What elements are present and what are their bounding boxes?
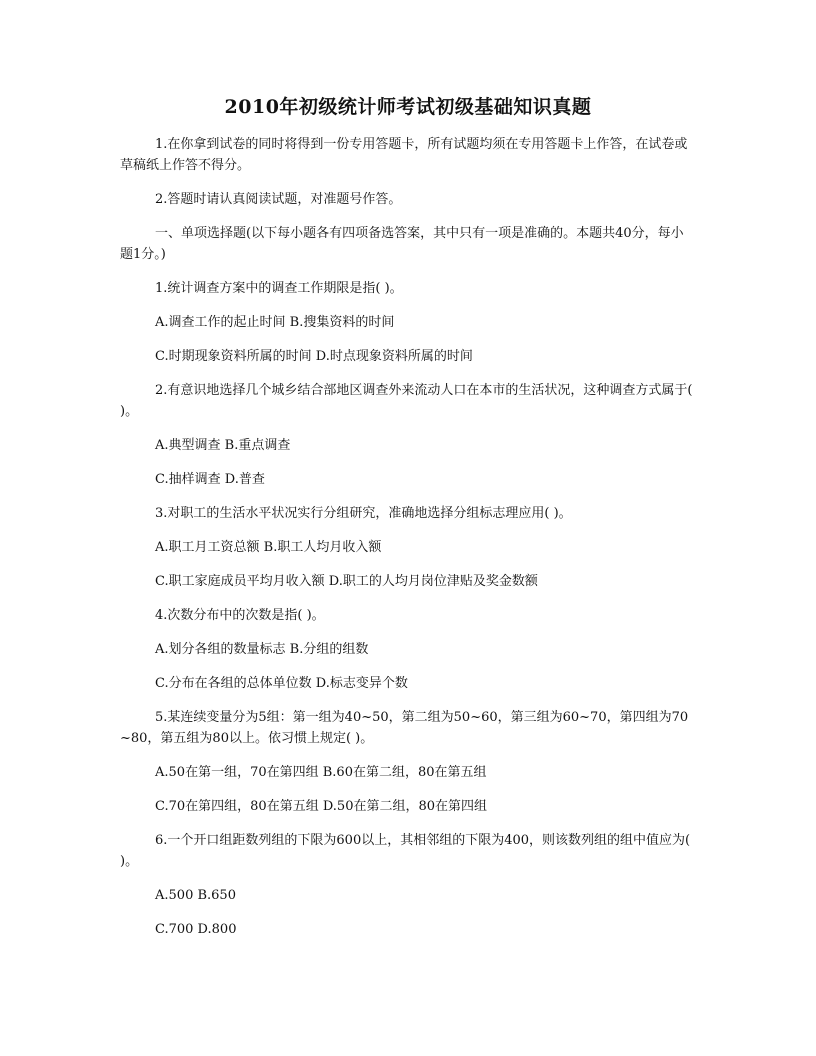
question-5-stem: 5.某连续变量分为5组：第一组为40~50，第二组为50~60，第三组为60~70，第四组为70~80，第五组为80以上。依习惯上规定( )。 (120, 710, 689, 746)
instruction-2: 2.答题时请认真阅读试题，对准题号作答。 (155, 192, 402, 207)
question-3-stem: 3.对职工的生活水平状况实行分组研究，准确地选择分组标志理应用( )。 (155, 506, 572, 521)
question-2-stem: 2.有意识地选择几个城乡结合部地区调查外来流动人口在本市的生活状况，这种调查方式属于( )。 (120, 383, 693, 419)
question-5-option-line-1: A.50在第一组，70在第四组 B.60在第二组，80在第五组 (155, 765, 487, 780)
question-2-option-line-1: A.典型调查 B.重点调查 (155, 438, 291, 453)
question-1-option-line-1: A.调查工作的起止时间 B.搜集资料的时间 (155, 315, 395, 330)
question-5-option-line-2: C.70在第四组，80在第五组 D.50在第二组，80在第四组 (155, 799, 488, 814)
question-3-option-line-2: C.职工家庭成员平均月收入额 D.职工的人均月岗位津贴及奖金数额 (155, 574, 538, 589)
question-1-option-line-2: C.时期现象资料所属的时间 D.时点现象资料所属的时间 (155, 349, 473, 364)
question-1-stem: 1.统计调查方案中的调查工作期限是指( )。 (155, 281, 403, 296)
question-2-option-line-2: C.抽样调查 D.普查 (155, 472, 265, 487)
instruction-1: 1.在你拿到试卷的同时将得到一份专用答题卡，所有试题均须在专用答题卡上作答，在试卷或草稿纸上作答不得分。 (120, 137, 688, 173)
document-page (120, 94, 696, 953)
question-6-option-line-2: C.700 D.800 (155, 922, 237, 937)
question-4-option-line-2: C.分布在各组的总体单位数 D.标志变异个数 (155, 676, 408, 691)
document-title: 2010年初级统计师考试初级基础知识真题 (224, 96, 592, 118)
question-4-option-line-1: A.划分各组的数量标志 B.分组的组数 (155, 642, 369, 657)
question-6-stem: 6.一个开口组距数列组的下限为600以上，其相邻组的下限为400，则该数列组的组中值应为( )。 (120, 833, 691, 869)
section-heading: 一、单项选择题(以下每小题各有四项备选答案，其中只有一项是准确的。本题共40分，每小题1分。) (120, 226, 684, 262)
question-4-stem: 4.次数分布中的次数是指( )。 (155, 608, 325, 623)
question-6-option-line-1: A.500 B.650 (155, 888, 236, 903)
question-3-option-line-1: A.职工月工资总额 B.职工人均月收入额 (155, 540, 382, 555)
